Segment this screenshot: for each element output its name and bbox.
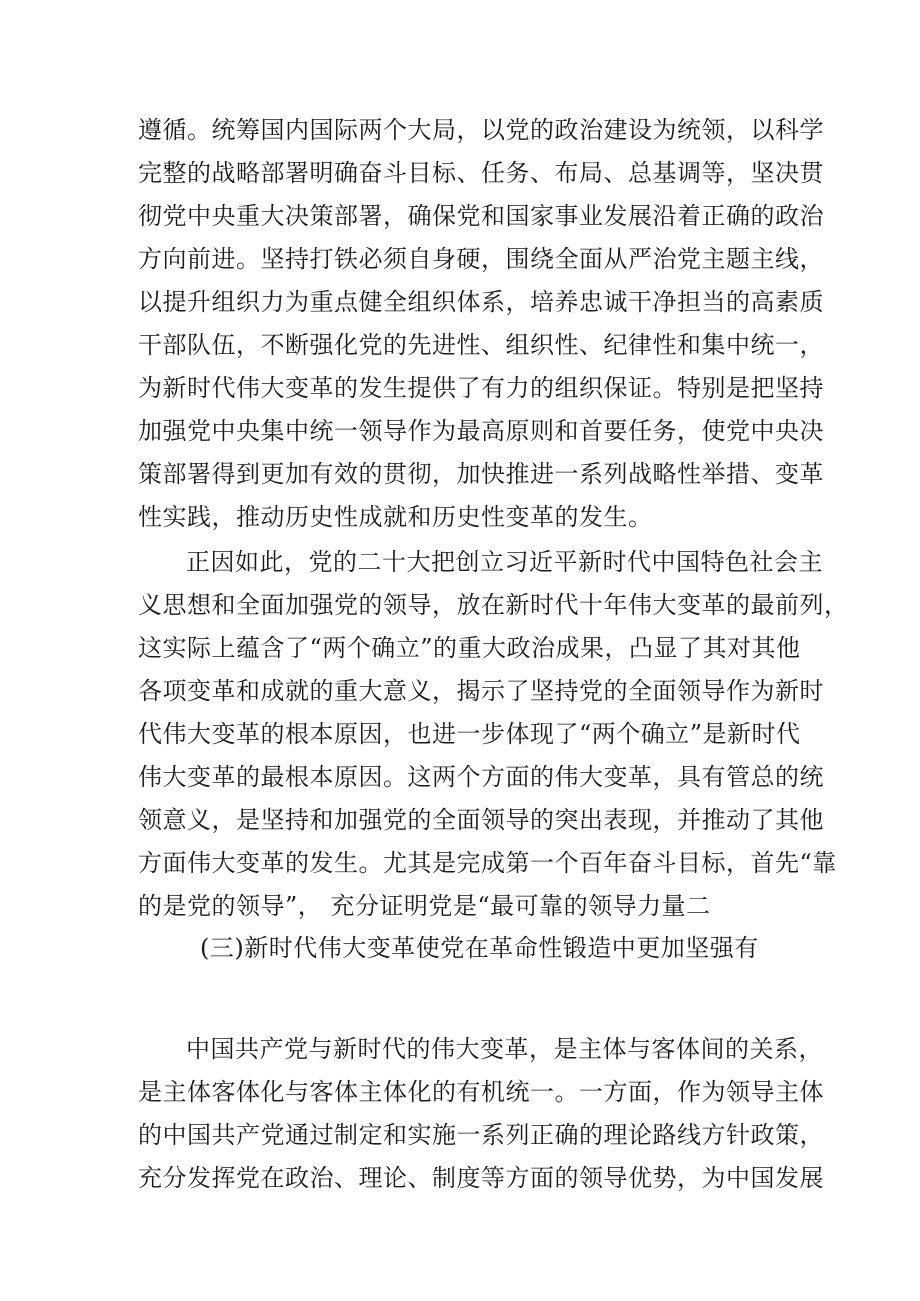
- paragraph-3-line-1: 中国共产党与新时代的伟大变革，是主体与客体间的关系，: [186, 1035, 823, 1063]
- paragraph-1-line-2: 完整的战略部署明确奋斗目标、任务、布局、总基调等，坚决贯: [138, 159, 824, 187]
- paragraph-2-line-3: 这实际上蕴含了“两个确立”的重大政治成果，凸显了其对其他: [138, 634, 801, 662]
- paragraph-1-line-5: 以提升组织力为重点健全组织体系，培养忠诚干净担当的高素质: [138, 288, 824, 316]
- paragraph-1-line-4: 方向前进。坚持打铁必须自身硬，围绕全面从严治党主题主线，: [138, 245, 824, 273]
- paragraph-1-line-1: 遵循。统筹国内国际两个大局，以党的政治建设为统领，以科学: [138, 116, 824, 144]
- paragraph-2-line-5: 代伟大变革的根本原因，也进一步体现了“两个确立”是新时代: [138, 720, 801, 748]
- paragraph-3-line-2: 是主体客体化与客体主体化的有机统一。一方面，作为领导主体: [138, 1078, 824, 1106]
- paragraph-1-line-3: 彻党中央重大决策部署，确保党和国家事业发展沿着正确的政治: [138, 202, 824, 230]
- paragraph-2-line-9: 的是党的领导”， 充分证明党是“最可靠的领导力量二: [138, 892, 711, 920]
- paragraph-1-line-9: 策部署得到更加有效的贯彻，加快推进一系列战略性举措、变革: [138, 460, 824, 488]
- paragraph-2-line-8: 方面伟大变革的发生。尤其是完成第一个百年奋斗目标，首先“靠: [138, 849, 837, 877]
- paragraph-1-line-8: 加强党中央集中统一领导作为最高原则和首要任务，使党中央决: [138, 417, 824, 445]
- paragraph-2-line-4: 各项变革和成就的重大意义，揭示了坚持党的全面领导作为新时: [138, 677, 824, 705]
- paragraph-1-line-6: 干部队伍，不断强化党的先进性、组织性、纪律性和集中统一，: [138, 331, 824, 359]
- paragraph-2-line-2: 义思想和全面加强党的领导，放在新时代十年伟大变革的最前列，: [138, 591, 849, 619]
- paragraph-1-line-7: 为新时代伟大变革的发生提供了有力的组织保证。特别是把坚持: [138, 374, 824, 402]
- paragraph-3-line-3: 的中国共产党通过制定和实施一系列正确的理论路线方针政策，: [138, 1121, 824, 1149]
- paragraph-1-line-10: 性实践，推动历史性成就和历史性变革的发生。: [138, 503, 653, 531]
- paragraph-2-line-7: 领意义，是坚持和加强党的全面领导的突出表现，并推动了其他: [138, 806, 824, 834]
- section-heading: (三)新时代伟大变革使党在革命性锻造中更加坚强有: [200, 934, 759, 962]
- paragraph-3-line-4: 充分发挥党在政治、理论、制度等方面的领导优势，为中国发展: [138, 1164, 824, 1192]
- paragraph-2-line-1: 正因如此，党的二十大把创立习近平新时代中国特色社会主: [186, 548, 823, 576]
- paragraph-2-line-6: 伟大变革的最根本原因。这两个方面的伟大变革，具有管总的统: [138, 763, 824, 791]
